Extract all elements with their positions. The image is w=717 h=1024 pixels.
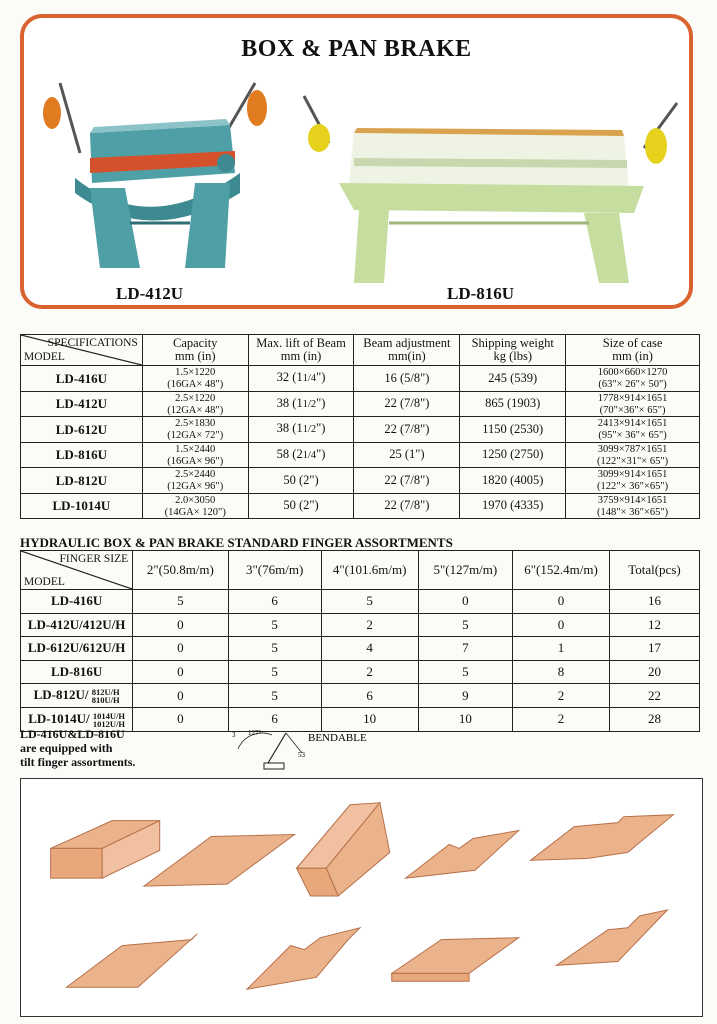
shape-offset: [556, 910, 667, 966]
spec-weight-cell: 865 (1903): [460, 391, 566, 417]
finger-corner-cell: [21, 551, 133, 590]
spec-beam-cell: 22 (7/8"): [354, 468, 460, 494]
spec-corner-bottom-label: MODEL: [24, 351, 65, 363]
finger-count-cell: 5: [418, 613, 513, 637]
spec-model-cell: LD-412U: [21, 391, 143, 417]
spec-case-cell: 3099×787×1651 (122"×31"× 65"): [566, 442, 700, 468]
spec-weight-cell: 245 (539): [460, 366, 566, 392]
spec-capacity-cell: 2.5×2440 (12GA× 96"): [142, 468, 248, 494]
spec-col-header: Size of case mm (in): [566, 335, 700, 366]
finger-model-cell: LD-812U/ 812U/H 810U/H: [21, 684, 133, 708]
spec-corner-cell: [21, 335, 143, 366]
finger-count-cell: 0: [513, 613, 610, 637]
finger-count-cell: 5: [133, 590, 228, 614]
spec-capacity-cell: 1.5×2440 (16GA× 96"): [142, 442, 248, 468]
spec-header-row: [21, 335, 700, 366]
finger-header-row: [21, 551, 700, 590]
shape-box: [51, 821, 160, 879]
shape-angle: [297, 803, 390, 896]
tilt-finger-note: [20, 727, 135, 769]
finger-count-cell: 2: [513, 684, 610, 708]
finger-col-header: 2"(50.8m/m): [133, 551, 228, 590]
bendable-label: BENDABLE: [308, 732, 367, 744]
spec-row: [21, 493, 700, 519]
spec-col-header: Capacity mm (in): [142, 335, 248, 366]
spec-model-cell: LD-612U: [21, 417, 143, 443]
finger-col-header: 3"(76m/m): [228, 551, 321, 590]
spec-row: [21, 366, 700, 392]
finger-count-cell: 6: [321, 684, 418, 708]
bent-shapes-panel: [20, 778, 703, 1017]
specifications-table: [20, 334, 700, 519]
base-rect: [264, 763, 284, 769]
right-model-caption: LD-816U: [447, 284, 515, 303]
finger-corner-top-label: FINGER SIZE: [59, 553, 129, 565]
header-frame: [20, 14, 693, 309]
spec-case-cell: 3099×914×1651 (122"× 36"×65"): [566, 468, 700, 494]
spec-weight-cell: 1820 (4005): [460, 468, 566, 494]
finger-model-cell: LD-612U/612U/H: [21, 637, 133, 661]
spec-lift-cell: 50 (2"): [248, 468, 354, 494]
finger-count-cell: 2: [321, 660, 418, 684]
spec-beam-cell: 16 (5/8"): [354, 366, 460, 392]
finger-count-cell: 0: [418, 590, 513, 614]
finger-corner-bottom-label: MODEL: [24, 576, 65, 588]
finger-count-cell: 5: [418, 660, 513, 684]
shape-flat-sheet: [144, 835, 295, 887]
spec-lift-cell: 38 (11/2"): [248, 417, 354, 443]
spec-case-cell: 1778×914×1651 (70"×36"× 65"): [566, 391, 700, 417]
machine-ld-412u-image: [30, 63, 280, 273]
finger-count-cell: 4: [321, 637, 418, 661]
spec-case-cell: 3759×914×1651 (148"× 36"×65"): [566, 493, 700, 519]
spec-row: [21, 442, 700, 468]
finger-count-cell: 22: [609, 684, 699, 708]
note-line: are equipped with: [20, 741, 113, 755]
bendable-diagram: [224, 727, 384, 773]
finger-count-cell: 10: [418, 707, 513, 731]
finger-row: [21, 660, 700, 684]
finger-col-header: 6"(152.4m/m): [513, 551, 610, 590]
spec-lift-cell: 38 (11/2"): [248, 391, 354, 417]
shape-stepped-pan: [66, 934, 197, 988]
finger-count-cell: 20: [609, 660, 699, 684]
spec-lift-cell: 50 (2"): [248, 493, 354, 519]
spec-row: [21, 391, 700, 417]
spec-capacity-cell: 2.5×1220 (12GA× 48"): [142, 391, 248, 417]
spec-col-header: Beam adjustment mm(in): [354, 335, 460, 366]
finger-count-cell: 6: [228, 707, 321, 731]
finger-count-cell: 2: [321, 613, 418, 637]
shape-hat: [247, 928, 360, 989]
finger-count-cell: 28: [609, 707, 699, 731]
finger-count-cell: 8: [513, 660, 610, 684]
finger-count-cell: 5: [228, 637, 321, 661]
shape-z: [531, 815, 674, 861]
spec-capacity-cell: 2.5×1830 (12GA× 72"): [142, 417, 248, 443]
finger-assortment-table: [20, 550, 700, 732]
finger-count-cell: 0: [133, 660, 228, 684]
spec-beam-cell: 25 (1"): [354, 442, 460, 468]
finger-count-cell: 0: [133, 707, 228, 731]
finger-table-title: HYDRAULIC BOX & PAN BRAKE STANDARD FINGER ASSORTMENTS: [20, 535, 453, 550]
finger-count-cell: 17: [609, 637, 699, 661]
finger-col-header: 4"(101.6m/m): [321, 551, 418, 590]
spec-lift-cell: 32 (11/4"): [248, 366, 354, 392]
finger-count-cell: 1: [513, 637, 610, 661]
finger-row: [21, 637, 700, 661]
left-model-caption: LD-412U: [116, 284, 184, 303]
spec-row: [21, 468, 700, 494]
spec-case-cell: 1600×660×1270 (63"× 26"× 50"): [566, 366, 700, 392]
spec-model-cell: LD-1014U: [21, 493, 143, 519]
spec-capacity-cell: 2.0×3050 (14GA× 120"): [142, 493, 248, 519]
shape-tray: [392, 938, 519, 982]
shape-channel: [406, 831, 519, 879]
finger-row: [21, 590, 700, 614]
spec-model-cell: LD-816U: [21, 442, 143, 468]
spec-capacity-cell: 1.5×1220 (16GA× 48"): [142, 366, 248, 392]
finger-count-cell: 7: [418, 637, 513, 661]
angle-label: 127°: [248, 729, 262, 737]
finger-count-cell: 0: [133, 637, 228, 661]
spec-model-cell: LD-416U: [21, 366, 143, 392]
finger-count-cell: 9: [418, 684, 513, 708]
machine-ld-816u-image: [299, 88, 684, 288]
finger-col-header: 5"(127m/m): [418, 551, 513, 590]
spec-weight-cell: 1970 (4335): [460, 493, 566, 519]
finger-count-cell: 12: [609, 613, 699, 637]
finger-count-cell: 5: [228, 684, 321, 708]
finger-count-cell: 16: [609, 590, 699, 614]
finger-count-cell: 6: [228, 590, 321, 614]
spec-col-header: Shipping weight kg (lbs): [460, 335, 566, 366]
finger-count-cell: 10: [321, 707, 418, 731]
spec-model-cell: LD-812U: [21, 468, 143, 494]
spec-row: [21, 417, 700, 443]
finger-model-cell: LD-816U: [21, 660, 133, 684]
page-title: BOX & PAN BRAKE: [241, 36, 472, 62]
finger-model-cell: LD-412U/412U/H: [21, 613, 133, 637]
finger-count-cell: 0: [133, 684, 228, 708]
finger-row: [21, 684, 700, 708]
spec-beam-cell: 22 (7/8"): [354, 493, 460, 519]
finger-model-cell: LD-416U: [21, 590, 133, 614]
finger-count-cell: 5: [321, 590, 418, 614]
spec-weight-cell: 1150 (2530): [460, 417, 566, 443]
spec-beam-cell: 22 (7/8"): [354, 391, 460, 417]
finger-count-cell: 5: [228, 613, 321, 637]
spec-lift-cell: 58 (21/4"): [248, 442, 354, 468]
finger-count-cell: 0: [133, 613, 228, 637]
note-line: LD-416U&LD-816U: [20, 727, 125, 741]
dim-b-label: 53: [298, 751, 305, 759]
finger-count-cell: 5: [228, 660, 321, 684]
finger-row: [21, 613, 700, 637]
spec-col-header: Max. lift of Beam mm (in): [248, 335, 354, 366]
dim-a-label: 3: [232, 731, 236, 739]
finger-col-header: Total(pcs): [609, 551, 699, 590]
spec-weight-cell: 1250 (2750): [460, 442, 566, 468]
finger-count-cell: 2: [513, 707, 610, 731]
finger-model-cell: LD-1014U/ 1014U/H 1012U/H: [21, 707, 133, 731]
bend-line: [268, 733, 286, 763]
spec-corner-top-label: SPECIFICATIONS: [47, 337, 138, 349]
spec-case-cell: 2413×914×1651 (95"× 36"× 65"): [566, 417, 700, 443]
spec-beam-cell: 22 (7/8"): [354, 417, 460, 443]
finger-count-cell: 0: [513, 590, 610, 614]
note-line: tilt finger assortments.: [20, 755, 136, 769]
